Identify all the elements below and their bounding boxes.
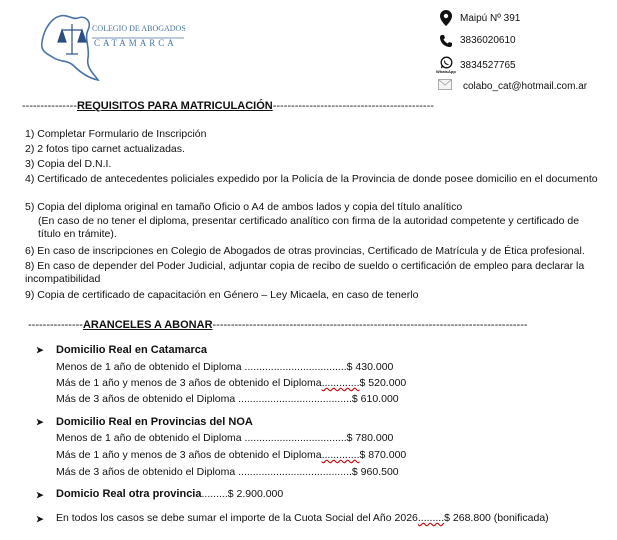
fee-line: Más de 3 años de obtenido el Diploma .......................................$ 610.000 — [56, 393, 399, 405]
email-text: colabo_cat@hotmail.com.ar — [463, 81, 588, 92]
requirement-item-4: 4) Certificado de antecedentes policiales expedido por la Policía de la Provincia de donde posee domicilio en el documento — [25, 173, 598, 185]
fee-group-title: Domicilio Real en Catamarca — [56, 344, 208, 356]
bullet-arrow-icon: ➤ — [36, 417, 44, 427]
requirement-item-1: 1) Completar Formulario de Inscripción — [25, 128, 207, 140]
bullet-arrow-icon: ➤ — [36, 514, 44, 524]
phone-text: 3836020610 — [460, 35, 516, 46]
whatsapp-label: WhatsApp — [436, 69, 456, 74]
logo-city-text: CATAMARCA — [94, 38, 177, 48]
email-icon — [438, 79, 452, 90]
address-text: Maipú Nº 391 — [460, 13, 521, 24]
fee-line: Más de 1 año y menos de 3 años de obtenido el Diploma.............$ 520.000 — [56, 377, 407, 389]
bullet-arrow-icon: ➤ — [36, 490, 44, 500]
requirement-item-3: 3) Copia del D.N.I. — [25, 158, 112, 170]
fees-heading: ---------------ARANCELES A ABONAR-------------------------------------------------------------------------------------- — [28, 319, 528, 331]
bullet-arrow-icon: ➤ — [36, 345, 44, 355]
requirement-item-9: 9) Copia de certificado de capacitación en Género – Ley Micaela, en caso de tenerlo — [25, 289, 419, 301]
fee-line: Más de 3 años de obtenido el Diploma .......................................$ 960.500 — [56, 466, 399, 478]
scales-of-justice-icon — [58, 24, 86, 54]
requirement-item-5-note: (En caso de no tener el diploma, presentar certificado analítico con firma de la autoridad competente y certificado de título en trámite). — [38, 215, 580, 240]
requirement-item-2: 2) 2 fotos tipo carnet actualizadas. — [25, 143, 185, 155]
requirement-item-6: 6) En caso de inscripciones en Colegio de Abogados de otras provincias, Certificado de Matrícula y de Ética profesional. — [25, 245, 585, 257]
whatsapp-icon — [440, 56, 453, 69]
logo-name-text: COLEGIO DE ABOGADOS — [92, 24, 186, 33]
fee-line: Más de 1 año y menos de 3 años de obtenido el Diploma.............$ 870.000 — [56, 449, 407, 461]
fee-line: Menos de 1 año de obtenido el Diploma ...................................$ 430.000 — [56, 361, 394, 373]
fee-other-province: Domicio Real otra provincia.........$ 2.900.000 — [56, 488, 284, 500]
fee-group-title: Domicilio Real en Provincias del NOA — [56, 416, 253, 428]
location-pin-icon — [440, 10, 452, 26]
requirements-heading: ---------------REQUISITOS PARA MATRICULACIÓN-------------------------------------------- — [22, 100, 434, 112]
requirement-item-5: 5) Copia del diploma original en tamaño Oficio o A4 de ambos lados y copia del título analítico — [25, 201, 463, 213]
whatsapp-text: 3834527765 — [460, 60, 516, 71]
fee-line: Menos de 1 año de obtenido el Diploma ...................................$ 780.000 — [56, 432, 394, 444]
fee-note: En todos los casos se debe sumar el importe de la Cuota Social del Año 2026.........$ 268.800 (bonificada) — [56, 512, 549, 524]
requirement-item-8: 8) En caso de depender del Poder Judicial, adjuntar copia de recibo de sueldo o certificación de empleo para declarar la incompatibilidad — [25, 260, 585, 285]
phone-icon — [439, 34, 453, 48]
